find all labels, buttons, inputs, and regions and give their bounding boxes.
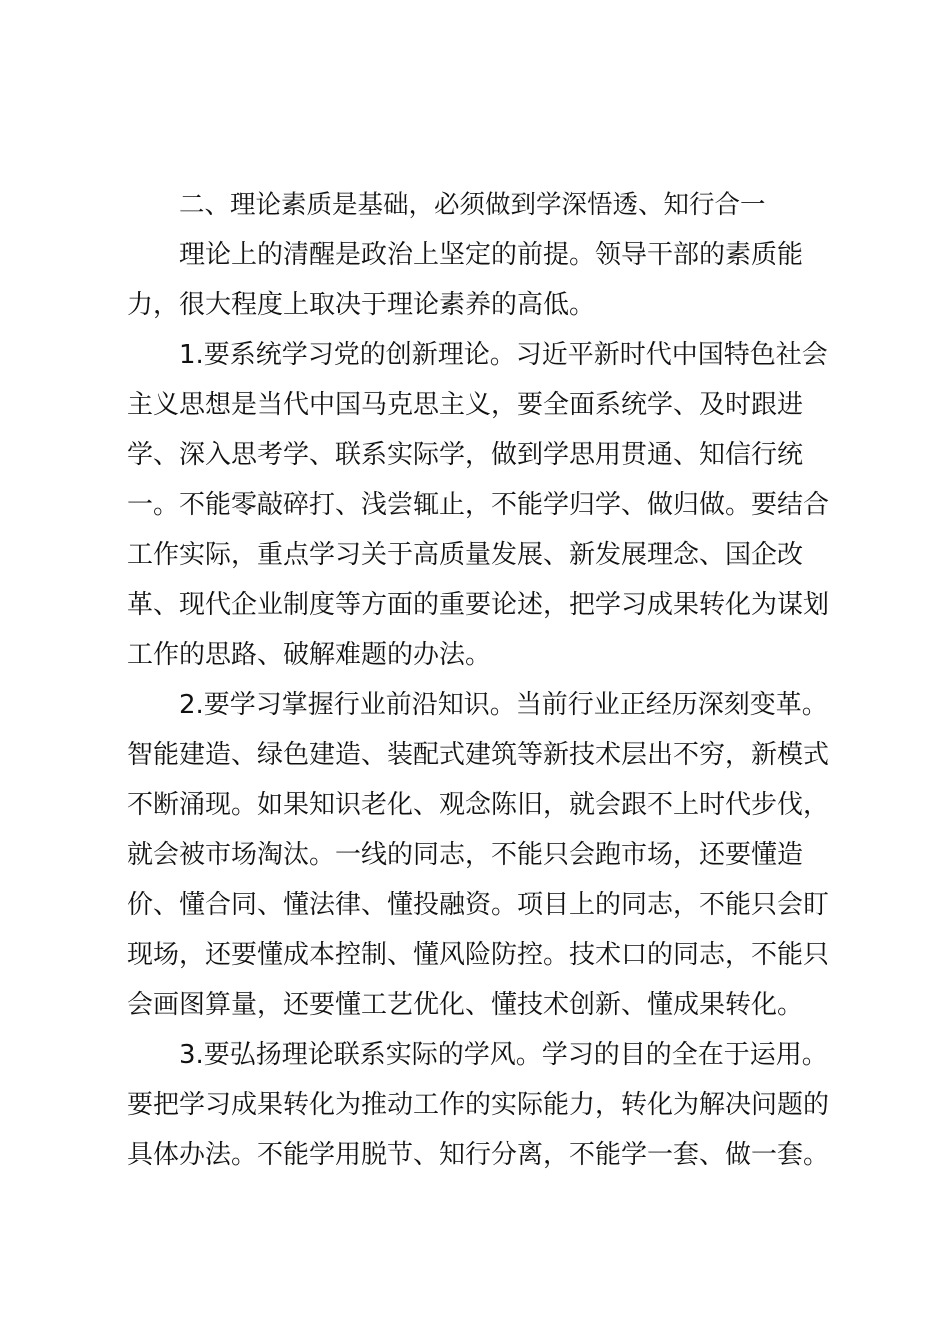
paragraph-line: 智能建造、绿色建造、装配式建筑等新技术层出不穷，新模式 [127, 740, 830, 770]
paragraph-line: 2.要学习掌握行业前沿知识。当前行业正经历深刻变革。 [179, 690, 828, 720]
paragraph-line: 就会被市场淘汰。一线的同志，不能只会跑市场，还要懂造 [127, 840, 804, 870]
paragraph-line: 会画图算量，还要懂工艺优化、懂技术创新、懂成果转化。 [127, 990, 804, 1020]
paragraph-line: 力，很大程度上取决于理论素养的高低。 [127, 290, 596, 320]
paragraph-line: 价、懂合同、懂法律、懂投融资。项目上的同志，不能只会盯 [127, 890, 830, 920]
paragraph-item-1 [127, 330, 833, 680]
document-page [127, 180, 833, 1180]
paragraph-line: 要把学习成果转化为推动工作的实际能力，转化为解决问题的 [127, 1090, 830, 1120]
paragraph-line: 理论上的清醒是政治上坚定的前提。领导干部的素质能 [179, 240, 804, 270]
paragraph-line: 一。不能零敲碎打、浅尝辄止，不能学归学、做归做。要结合 [127, 490, 830, 520]
paragraph-line: 现场，还要懂成本控制、懂风险防控。技术口的同志，不能只 [127, 940, 830, 970]
section-heading: 二、理论素质是基础，必须做到学深悟透、知行合一 [179, 190, 766, 220]
paragraph-line: 不断涌现。如果知识老化、观念陈旧，就会跟不上时代步伐， [127, 790, 830, 820]
paragraph-line: 1.要系统学习党的创新理论。习近平新时代中国特色社会 [179, 340, 828, 370]
paragraph-line: 3.要弘扬理论联系实际的学风。学习的目的全在于运用。 [179, 1040, 828, 1070]
paragraph-line: 工作实际，重点学习关于高质量发展、新发展理念、国企改 [127, 540, 804, 570]
paragraph-line: 主义思想是当代中国马克思主义，要全面系统学、及时跟进 [127, 390, 804, 420]
paragraph-line: 革、现代企业制度等方面的重要论述，把学习成果转化为谋划 [127, 590, 830, 620]
paragraph-line: 工作的思路、破解难题的办法。 [127, 640, 492, 670]
paragraph-intro [127, 230, 833, 330]
paragraph-item-3 [127, 1030, 833, 1180]
paragraph-line: 具体办法。不能学用脱节、知行分离，不能学一套、做一套。 [127, 1140, 830, 1170]
paragraph-line: 学、深入思考学、联系实际学，做到学思用贯通、知信行统 [127, 440, 804, 470]
paragraph-item-2 [127, 680, 833, 1030]
